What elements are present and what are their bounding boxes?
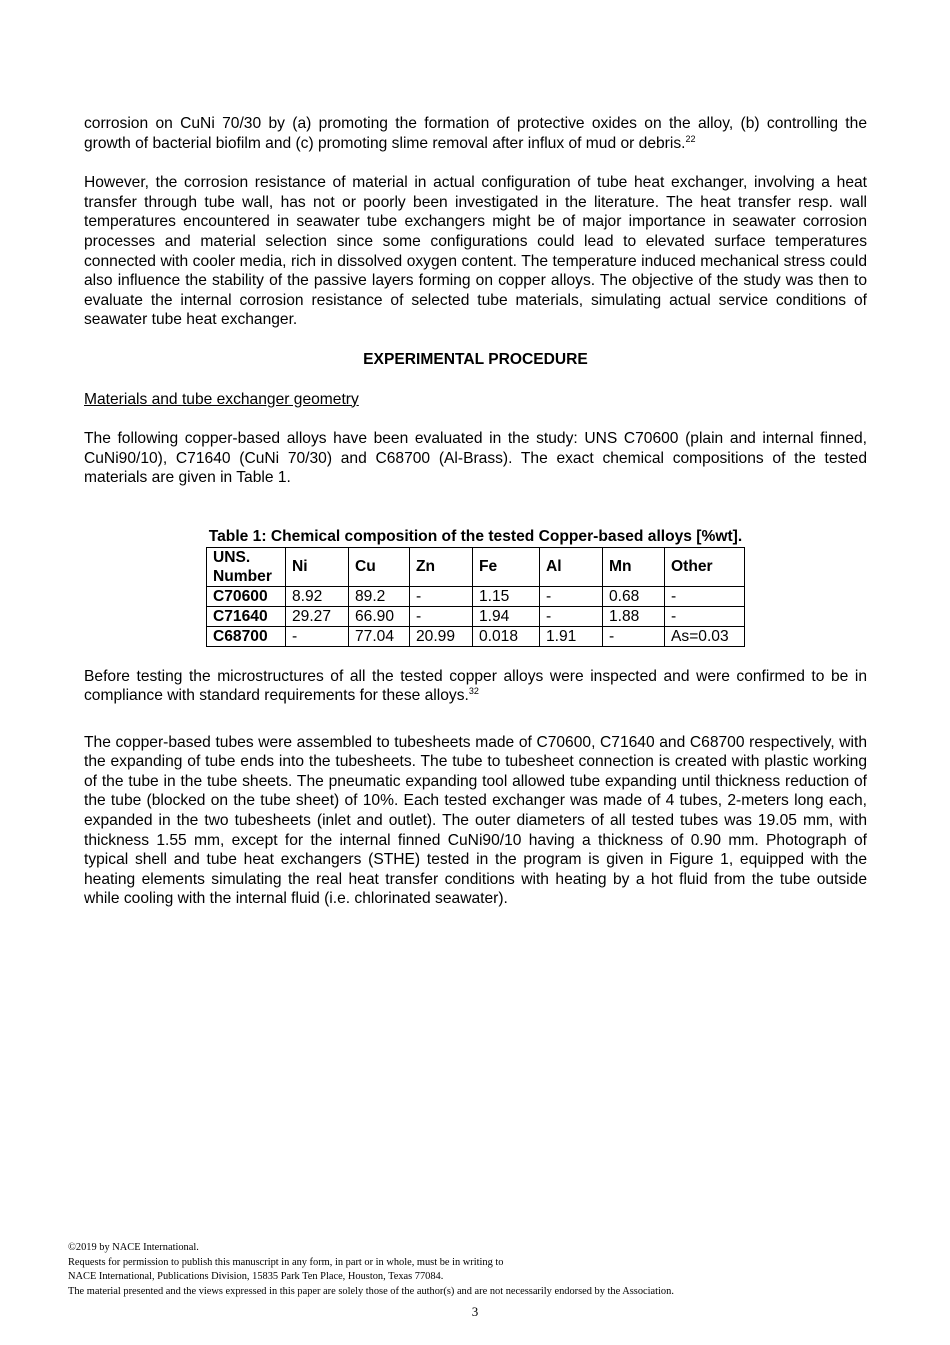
footer-disclaimer: The material presented and the views expressed in this paper are solely those of the author(s) and are not necessarily endorsed by the Association. (68, 1285, 674, 1297)
reference-32: 32 (468, 686, 479, 697)
table-row (207, 586, 745, 606)
table-cell: - (286, 626, 349, 646)
table-cell: 1.94 (473, 606, 540, 626)
composition-table (206, 547, 745, 647)
table-cell: - (410, 606, 473, 626)
footer-copyright: ©2019 by NACE International. (68, 1242, 199, 1253)
reference-22: 22 (685, 133, 696, 144)
table-cell: 8.92 (286, 586, 349, 606)
page-footer (68, 1241, 882, 1299)
table-cell: - (665, 586, 745, 606)
paragraph-1 (84, 114, 867, 153)
table-cell: - (603, 626, 665, 646)
paragraph-4 (84, 667, 867, 706)
table-header-row (207, 547, 745, 586)
table-cell: C68700 (207, 626, 286, 646)
table-cell: 1.88 (603, 606, 665, 626)
footer-address: NACE International, Publications Division, 15835 Park Ten Place, Houston, Texas 77084. (68, 1271, 444, 1282)
table-row (207, 626, 745, 646)
table-cell: 1.15 (473, 586, 540, 606)
table-cell: 0.018 (473, 626, 540, 646)
header-uns: UNS. Number (207, 547, 286, 586)
table-cell: 89.2 (349, 586, 410, 606)
footer-permission-note: Requests for permission to publish this manuscript in any form, in part or in whole, must be in writing to (68, 1256, 504, 1268)
table-cell: 1.91 (540, 626, 603, 646)
table-cell: 29.27 (286, 606, 349, 626)
header-ni: Ni (286, 547, 349, 586)
table-row (207, 606, 745, 626)
table-cell: - (410, 586, 473, 606)
paragraph-1-text: corrosion on CuNi 70/30 by (a) promoting the formation of protective oxides on the alloy, (b) controlling the growth of bacterial biofilm and (c) promoting slime removal after influx of mud or debris. (84, 115, 867, 152)
header-zn: Zn (410, 547, 473, 586)
table-cell: 0.68 (603, 586, 665, 606)
paragraph-4-text: Before testing the microstructures of all the tested copper alloys were inspected and were confirmed to be in compliance with standard requirements for these alloys. (84, 667, 867, 705)
header-fe: Fe (473, 547, 540, 586)
header-al: Al (540, 547, 603, 586)
subsection-heading: Materials and tube exchanger geometry (84, 390, 359, 408)
paragraph-3: The following copper-based alloys have been evaluated in the study: UNS C70600 (plain and internal finned, CuNi90/10), C71640 (CuNi 70/30) and C68700 (Al-Brass). The exact chemical compositions of the tested materials are given in Table 1. (84, 430, 867, 487)
table-cell: 66.90 (349, 606, 410, 626)
table-cell: - (540, 606, 603, 626)
header-other: Other (665, 547, 745, 586)
section-heading: EXPERIMENTAL PROCEDURE (363, 350, 588, 368)
table-cell: 77.04 (349, 626, 410, 646)
table-cell: 20.99 (410, 626, 473, 646)
table-cell: C70600 (207, 586, 286, 606)
paragraph-2: However, the corrosion resistance of material in actual configuration of tube heat exchanger, involving a heat transfer through tube wall, has not or poorly been investigated in the literature. The heat transfer resp. wall temperatures encountered in seawater tube exchangers might be of major importance in seawater corrosion processes and material selection since some configurations could lead to elevated surface temperatures connected with cooler media, rich in dissolved oxygen content. The temperature induced mechanical stress could also influence the stability of the passive layers forming on copper alloys. The objective of the study was then to evaluate the internal corrosion resistance of selected tube materials, simulating actual service conditions of seawater tube heat exchanger. (84, 174, 867, 329)
table-cell: - (665, 606, 745, 626)
header-cu: Cu (349, 547, 410, 586)
table-cell: C71640 (207, 606, 286, 626)
table-cell: As=0.03 (665, 626, 745, 646)
paragraph-5: The copper-based tubes were assembled to tubesheets made of C70600, C71640 and C68700 respectively, with the expanding of tube ends into the tubesheets. The tube to tubesheet connection is created with plastic working of the tube in the tube sheets. The pneumatic expanding tool allowed tube expanding until thickness reduction of the tube (blocked on the tube sheet) of 10%. Each tested exchanger was made of 4 tubes, 2-meters long each, expanded in the two tubesheets (inlet and outlet). The outer diameters of all tested tubes was 19.05 mm, with thickness 1.55 mm, except for the internal finned CuNi90/10 having a thickness of 0.90 mm. Photograph of typical shell and tube heat exchangers (STHE) tested in the program is given in Figure 1, equipped with the heating elements simulating the real heat transfer conditions with heating by a hot fluid from the tube outside while cooling with the internal fluid (i.e. chlorinated seawater). (84, 733, 867, 908)
table-caption: Table 1: Chemical composition of the tested Copper-based alloys [%wt]. (208, 527, 743, 545)
table-cell: - (540, 586, 603, 606)
header-mn: Mn (603, 547, 665, 586)
page-content (84, 114, 867, 909)
page-number: 3 (471, 1304, 479, 1319)
